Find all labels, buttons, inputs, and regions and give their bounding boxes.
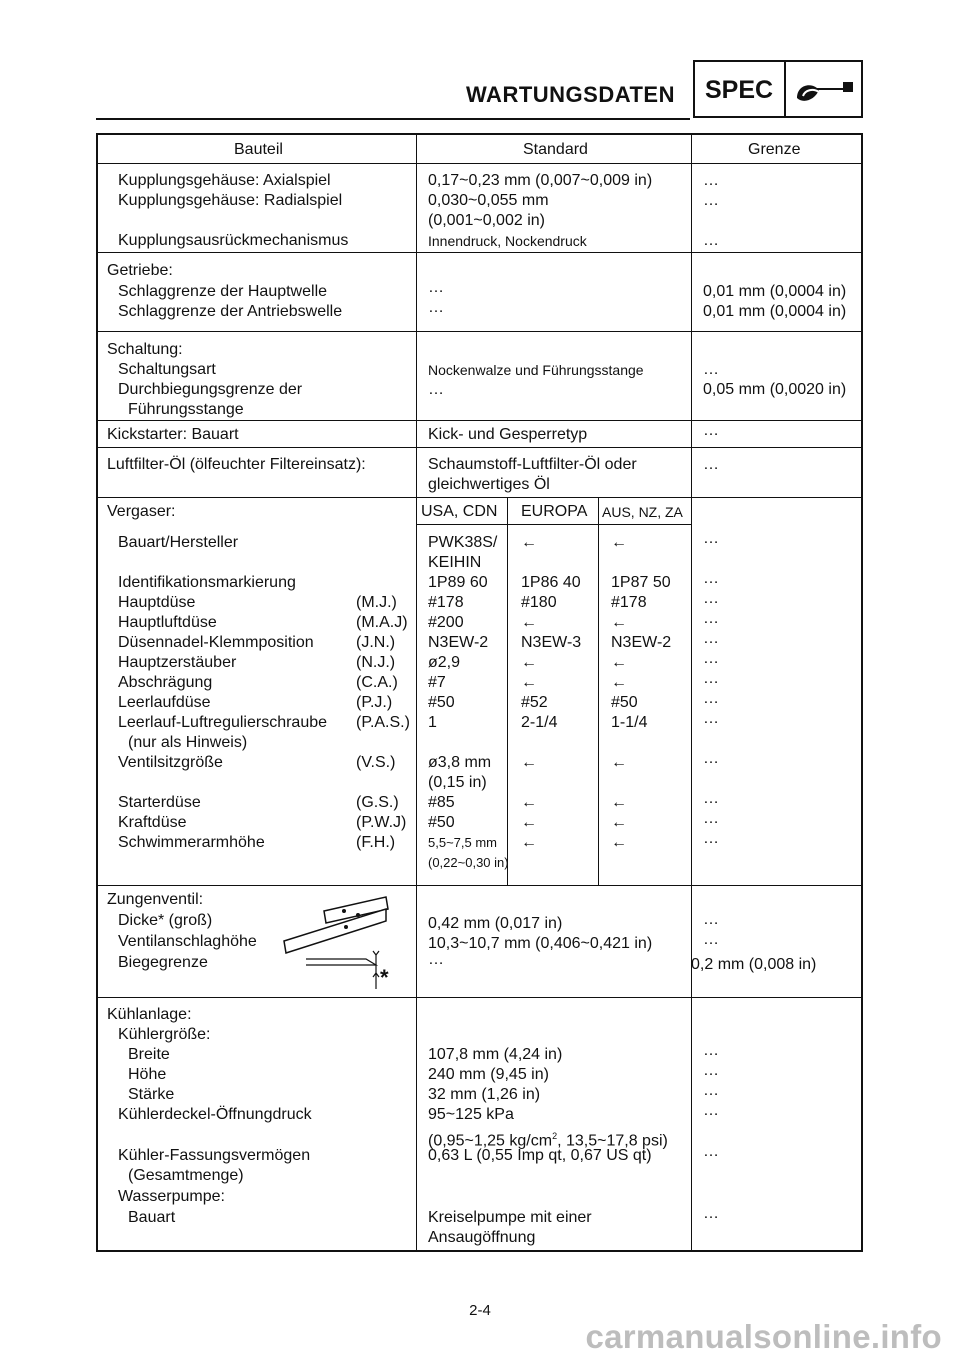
carb-value-aus-nz-za: #50 bbox=[611, 694, 638, 711]
water-pump-type-part: Bauart bbox=[128, 1209, 176, 1226]
carb-limit: … bbox=[703, 530, 719, 547]
carb-value-usa-cdn: #50 bbox=[428, 814, 455, 831]
carb-value-europa: ← bbox=[521, 834, 537, 851]
carb-param-label: Kraftdüse bbox=[118, 814, 187, 831]
carb-limit: … bbox=[703, 670, 719, 687]
airfilter-standard: Schaumstoff-Luftfilter-Öl oder bbox=[428, 456, 637, 473]
radiator-cap-kgcm: (0,95~1,25 kg/cm bbox=[428, 1132, 553, 1150]
shifter-type-standard: Nockenwalze und Führungsstange bbox=[428, 362, 644, 378]
carb-value-europa: ← bbox=[521, 754, 537, 771]
carb-value-europa: N3EW-3 bbox=[521, 634, 582, 651]
row-divider bbox=[98, 997, 861, 998]
radiator-height-limit: … bbox=[703, 1062, 719, 1079]
coolant-capacity-part: Kühler-Fassungsvermögen bbox=[118, 1147, 311, 1164]
carb-param-code: (P.J.) bbox=[356, 694, 393, 711]
carb-value-aus-nz-za: N3EW-2 bbox=[611, 634, 672, 651]
shifter-bend-part-cont: Führungsstange bbox=[128, 401, 244, 418]
carb-value-usa-cdn: 1 bbox=[428, 714, 437, 731]
column-header-limit: Grenze bbox=[748, 141, 801, 158]
carb-value-europa: 1P86 40 bbox=[521, 574, 581, 591]
carb-value-aus-nz-za: ← bbox=[611, 794, 627, 811]
shifter-bend-standard: … bbox=[428, 381, 444, 398]
carb-value-usa-cdn: 5,5~7,5 mm bbox=[428, 835, 498, 850]
clutch-axial-standard: 0,17~0,23 mm (0,007~0,009 in) bbox=[428, 172, 653, 189]
reedvalve-thickness-standard: 0,42 mm (0,017 in) bbox=[428, 915, 563, 932]
header-rule bbox=[96, 118, 690, 120]
carb-limit: … bbox=[703, 570, 719, 587]
spec-table bbox=[96, 133, 863, 1252]
carburetor-title: Vergaser: bbox=[107, 503, 176, 520]
carb-value-usa-cdn: #178 bbox=[428, 594, 464, 611]
carb-value-aus-nz-za: #178 bbox=[611, 594, 647, 611]
carb-value-aus-nz-za: ← bbox=[611, 654, 627, 671]
carb-limit: … bbox=[703, 810, 719, 827]
page-title: WARTUNGSDATEN bbox=[466, 82, 675, 107]
carb-value-usa-cdn: 1P89 60 bbox=[428, 574, 488, 591]
carb-param-label: Ventilsitzgröße bbox=[118, 754, 223, 771]
radiator-width-limit: … bbox=[703, 1042, 719, 1059]
transmission-drive-part: Schlaggrenze der Antriebswelle bbox=[118, 303, 343, 320]
carb-value-europa: #180 bbox=[521, 594, 557, 611]
transmission-title: Getriebe: bbox=[107, 262, 173, 279]
carb-param-label: Abschrägung bbox=[118, 674, 213, 691]
carb-limit: … bbox=[703, 690, 719, 707]
carb-limit: … bbox=[703, 590, 719, 607]
airfilter-limit: … bbox=[703, 456, 719, 473]
carb-value-aus-nz-za: 1-1/4 bbox=[611, 714, 648, 731]
carb-value-usa-cdn-cont: (0,15 in) bbox=[428, 774, 487, 791]
carb-param-code: (P.W.J) bbox=[356, 814, 407, 831]
region-usa-cdn: USA, CDN bbox=[421, 503, 498, 520]
carb-value-aus-nz-za: ← bbox=[611, 814, 627, 831]
carb-param-label: Schwimmerarmhöhe bbox=[118, 834, 265, 851]
shifter-title: Schaltung: bbox=[107, 341, 183, 358]
reedvalve-stopper-part: Ventilanschlaghöhe bbox=[118, 933, 257, 950]
radiator-cap-part: Kühlerdeckel-Öffnungdruck bbox=[118, 1106, 312, 1123]
carb-param-code: (M.J.) bbox=[356, 594, 397, 611]
transmission-drive-standard: … bbox=[428, 299, 444, 316]
carb-value-europa: ← bbox=[521, 534, 537, 551]
carb-limit: … bbox=[703, 790, 719, 807]
clutch-axial-part: Kupplungsgehäuse: Axialspiel bbox=[118, 172, 331, 189]
radiator-depth-standard: 32 mm (1,26 in) bbox=[428, 1086, 541, 1103]
kickstarter-standard: Kick- und Gesperretyp bbox=[428, 426, 588, 443]
column-header-part: Bauteil bbox=[234, 141, 283, 158]
carb-value-usa-cdn: PWK38S/ bbox=[428, 534, 498, 551]
reedvalve-title: Zungenventil: bbox=[107, 891, 204, 908]
carb-value-europa: 2-1/4 bbox=[521, 714, 558, 731]
carb-limit: … bbox=[703, 610, 719, 627]
carb-param-label: Hauptdüse bbox=[118, 594, 196, 611]
carb-value-usa-cdn: #200 bbox=[428, 614, 464, 631]
clutch-radial-part: Kupplungsgehäuse: Radialspiel bbox=[118, 192, 343, 209]
reedvalve-stopper-limit: … bbox=[703, 931, 719, 948]
carb-param-label: Identifikationsmarkierung bbox=[118, 574, 296, 591]
radiator-width-part: Breite bbox=[128, 1046, 170, 1063]
carb-value-usa-cdn: #85 bbox=[428, 794, 455, 811]
wrench-icon bbox=[795, 76, 855, 108]
clutch-release-part: Kupplungsausrückmechanismus bbox=[118, 232, 349, 249]
reed-valve-figure bbox=[276, 889, 406, 993]
carb-param-label: Leerlaufdüse bbox=[118, 694, 211, 711]
row-divider bbox=[98, 497, 861, 498]
transmission-drive-limit: 0,01 mm (0,0004 in) bbox=[703, 303, 847, 320]
carb-param-code: (F.H.) bbox=[356, 834, 396, 851]
column-divider bbox=[416, 135, 417, 1252]
transmission-main-limit: 0,01 mm (0,0004 in) bbox=[703, 283, 847, 300]
radiator-cap-psi: , 13,5~17,8 psi) bbox=[557, 1132, 668, 1150]
radiator-depth-limit: … bbox=[703, 1082, 719, 1099]
carb-param-label: Hauptluftdüse bbox=[118, 614, 217, 631]
transmission-main-part: Schlaggrenze der Hauptwelle bbox=[118, 283, 328, 300]
carb-value-usa-cdn-cont: KEIHIN bbox=[428, 554, 482, 571]
clutch-release-standard: Innendruck, Nockendruck bbox=[428, 233, 587, 249]
carb-value-usa-cdn: #7 bbox=[428, 674, 446, 691]
water-pump-title: Wasserpumpe: bbox=[118, 1188, 225, 1205]
carb-value-aus-nz-za: 1P87 50 bbox=[611, 574, 671, 591]
carb-value-europa: ← bbox=[521, 654, 537, 671]
watermark: carmanualsonline.info bbox=[585, 1318, 942, 1355]
carb-limit: … bbox=[703, 830, 719, 847]
carb-param-label: Leerlauf-Luftregulierschraube bbox=[118, 714, 328, 731]
carb-value-usa-cdn-cont: (0,22~0,30 in) bbox=[428, 855, 509, 870]
clutch-radial-limit: … bbox=[703, 192, 719, 209]
carb-param-code: (V.S.) bbox=[356, 754, 396, 771]
spec-badge bbox=[693, 60, 863, 118]
kickstarter-part: Kickstarter: Bauart bbox=[107, 426, 239, 443]
reedvalve-stopper-standard: 10,3~10,7 mm (0,406~0,421 in) bbox=[428, 935, 653, 952]
water-pump-type-standard: Kreiselpumpe mit einer bbox=[428, 1209, 592, 1226]
clutch-radial-standard: 0,030~0,055 mm bbox=[428, 192, 549, 209]
carb-limit: … bbox=[703, 630, 719, 647]
shifter-bend-part: Durchbiegungsgrenze der bbox=[118, 381, 303, 398]
carb-value-europa: ← bbox=[521, 794, 537, 811]
water-pump-type-standard-cont: Ansaugöffnung bbox=[428, 1229, 536, 1246]
clutch-release-limit: … bbox=[703, 232, 719, 249]
radiator-cap-exponent: 2 bbox=[552, 1131, 558, 1141]
radiator-height-standard: 240 mm (9,45 in) bbox=[428, 1066, 549, 1083]
figure-asterisk-marker: * bbox=[380, 965, 389, 990]
carb-param-code: (G.S.) bbox=[356, 794, 399, 811]
carb-param-label: Hauptzerstäuber bbox=[118, 654, 237, 671]
carb-param-label: Düsennadel-Klemmposition bbox=[118, 634, 314, 651]
reedvalve-bend-standard: … bbox=[428, 951, 444, 968]
carb-param-code: (J.N.) bbox=[356, 634, 396, 651]
carb-param-code: (N.J.) bbox=[356, 654, 396, 671]
row-divider bbox=[98, 420, 861, 421]
region-column-divider bbox=[507, 497, 508, 885]
radiator-height-part: Höhe bbox=[128, 1066, 167, 1083]
clutch-axial-limit: … bbox=[703, 172, 719, 189]
carb-param-code: (M.A.J) bbox=[356, 614, 408, 631]
shifter-type-part: Schaltungsart bbox=[118, 361, 216, 378]
carb-value-europa: #52 bbox=[521, 694, 548, 711]
carb-value-aus-nz-za: ← bbox=[611, 614, 627, 631]
carb-value-europa: ← bbox=[521, 614, 537, 631]
reedvalve-thickness-limit: … bbox=[703, 911, 719, 928]
radiator-cap-standard: 95~125 kPa bbox=[428, 1106, 514, 1123]
row-divider bbox=[98, 885, 861, 886]
radiator-cap-limit: … bbox=[703, 1102, 719, 1119]
row-divider bbox=[98, 331, 861, 332]
carb-param-label-cont: (nur als Hinweis) bbox=[128, 734, 248, 751]
region-header-divider bbox=[416, 524, 691, 525]
carb-param-label: Starterdüse bbox=[118, 794, 201, 811]
coolant-capacity-part-cont: (Gesamtmenge) bbox=[128, 1167, 244, 1184]
carb-value-usa-cdn: ø2,9 bbox=[428, 654, 461, 671]
reedvalve-bend-limit: 0,2 mm (0,008 in) bbox=[691, 956, 817, 973]
reedvalve-bend-part: Biegegrenze bbox=[118, 954, 208, 971]
transmission-main-standard: … bbox=[428, 279, 444, 296]
spec-badge-label: SPEC bbox=[705, 76, 774, 104]
kickstarter-limit: … bbox=[703, 422, 719, 439]
page-number: 2-4 bbox=[469, 1302, 491, 1319]
carb-limit: … bbox=[703, 710, 719, 727]
carb-limit: … bbox=[703, 750, 719, 767]
carb-value-europa: ← bbox=[521, 674, 537, 691]
carb-value-aus-nz-za: ← bbox=[611, 834, 627, 851]
column-divider bbox=[691, 135, 692, 1252]
shifter-bend-limit: 0,05 mm (0,0020 in) bbox=[703, 381, 847, 398]
spec-badge-divider bbox=[784, 62, 786, 116]
region-column-divider bbox=[598, 497, 599, 885]
airfilter-part: Luftfilter-Öl (ölfeuchter Filtereinsatz): bbox=[107, 456, 366, 473]
column-header-standard: Standard bbox=[523, 141, 588, 158]
carb-value-usa-cdn: ø3,8 mm bbox=[428, 754, 492, 771]
radiator-depth-part: Stärke bbox=[128, 1086, 175, 1103]
carb-param-code: (P.A.S.) bbox=[356, 714, 410, 731]
carb-value-usa-cdn: N3EW-2 bbox=[428, 634, 489, 651]
region-europa: EUROPA bbox=[521, 503, 588, 520]
airfilter-standard-cont: gleichwertiges Öl bbox=[428, 476, 550, 493]
radiator-size-title: Kühlergröße: bbox=[118, 1026, 211, 1043]
water-pump-type-limit: … bbox=[703, 1205, 719, 1222]
coolant-capacity-standard: 0,63 L (0,55 Imp qt, 0,67 US qt) bbox=[428, 1147, 652, 1164]
radiator-width-standard: 107,8 mm (4,24 in) bbox=[428, 1046, 563, 1063]
row-divider bbox=[98, 447, 861, 448]
reedvalve-thickness-part: Dicke* (groß) bbox=[118, 912, 213, 929]
header-row-divider bbox=[98, 163, 861, 164]
clutch-radial-standard-inch: (0,001~0,002 in) bbox=[428, 212, 545, 229]
carb-param-label: Bauart/Hersteller bbox=[118, 534, 239, 551]
cooling-title: Kühlanlage: bbox=[107, 1006, 192, 1023]
carb-value-aus-nz-za: ← bbox=[611, 674, 627, 691]
carb-limit: … bbox=[703, 650, 719, 667]
coolant-capacity-limit: … bbox=[703, 1143, 719, 1160]
row-divider bbox=[98, 252, 861, 253]
carb-value-europa: ← bbox=[521, 814, 537, 831]
region-aus-nz-za: AUS, NZ, ZA bbox=[602, 504, 683, 520]
carb-param-code: (C.A.) bbox=[356, 674, 398, 691]
carb-value-aus-nz-za: ← bbox=[611, 534, 627, 551]
carb-value-aus-nz-za: ← bbox=[611, 754, 627, 771]
shifter-type-limit: … bbox=[703, 361, 719, 378]
carb-value-usa-cdn: #50 bbox=[428, 694, 455, 711]
